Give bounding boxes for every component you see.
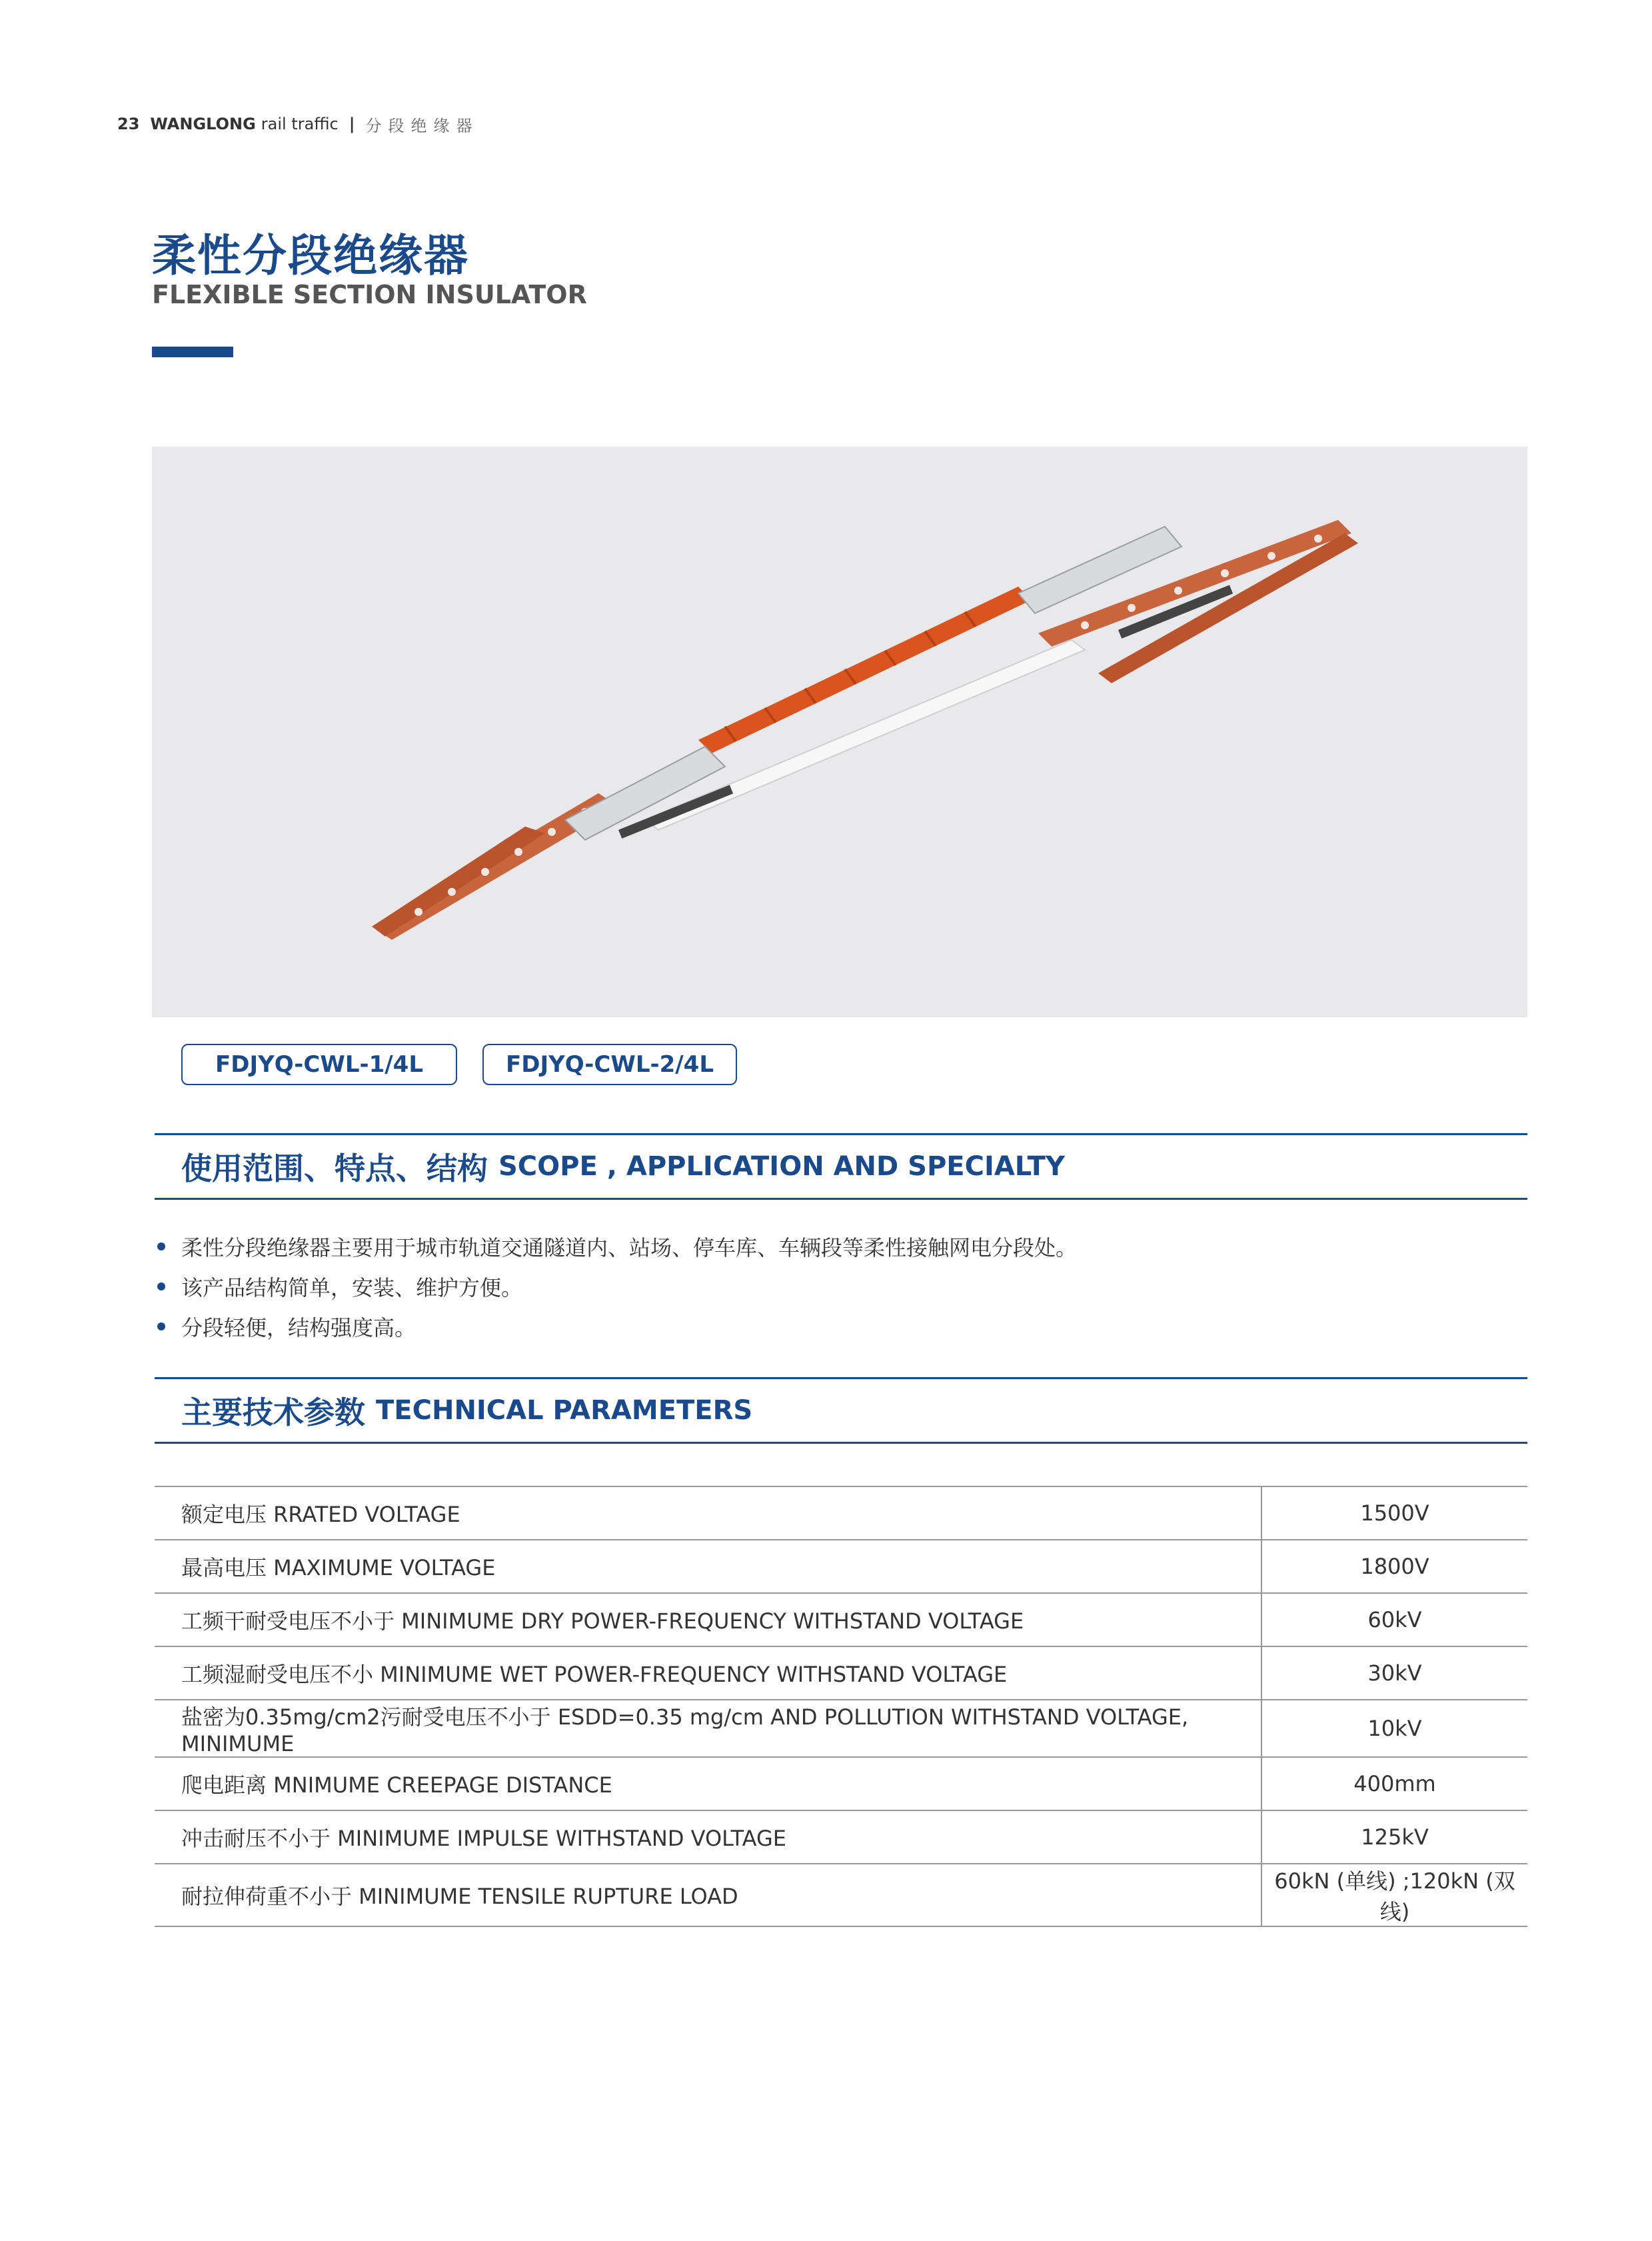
- bullet-icon: [157, 1282, 165, 1290]
- page-number: 23: [117, 115, 140, 133]
- table-row: [155, 1757, 1527, 1810]
- list-item: [157, 1266, 1490, 1306]
- bullet-icon: [157, 1242, 165, 1250]
- param-label: 盐密为0.35mg/cm2污耐受电压不小于 ESDD=0.35 mg/cm AND POLLUTION WITHSTAND VOLTAGE, MINIMUME: [155, 1700, 1261, 1757]
- bullet-text: 该产品结构简单，安装、维护方便。: [181, 1275, 523, 1300]
- scope-heading-en: SCOPE , APPLICATION AND SPECIALTY: [498, 1151, 1065, 1182]
- bullet-text: 柔性分段绝缘器主要用于城市轨道交通隧道内、站场、停车库、车辆段等柔性接触网电分段处。: [181, 1235, 1078, 1260]
- brand-name: WANGLONG: [150, 115, 256, 133]
- scope-heading-cn: 使用范围、特点、结构: [181, 1150, 488, 1186]
- param-label: 工频干耐受电压不小于 MINIMUME DRY POWER-FREQUENCY WITHSTAND VOLTAGE: [155, 1593, 1261, 1646]
- bullet-icon: [157, 1322, 165, 1330]
- table-row: [155, 1646, 1527, 1700]
- bullet-text: 分段轻便，结构强度高。: [181, 1315, 416, 1340]
- table-row: [155, 1700, 1527, 1757]
- brand-tagline: rail traffic: [261, 115, 339, 133]
- model-tag-2: FDJYQ-CWL-2/4L: [482, 1044, 737, 1085]
- param-label: 爬电距离 MNIMUME CREEPAGE DISTANCE: [155, 1757, 1261, 1810]
- scope-bullet-list: [157, 1226, 1490, 1346]
- title-accent-bar: [152, 347, 233, 357]
- table-row: [155, 1810, 1527, 1864]
- table-row: [155, 1540, 1527, 1593]
- param-value: 1500V: [1261, 1486, 1527, 1540]
- table-row: [155, 1486, 1527, 1540]
- table-row: [155, 1864, 1527, 1926]
- param-label: 耐拉伸荷重不小于 MINIMUME TENSILE RUPTURE LOAD: [155, 1864, 1261, 1926]
- params-table: [155, 1486, 1527, 1927]
- page-title: 柔性分段绝缘器: [152, 230, 469, 281]
- list-item: [157, 1306, 1490, 1346]
- params-heading: [155, 1377, 1527, 1444]
- section-insulator-illustration: [152, 447, 1527, 1017]
- param-value: 10kV: [1261, 1700, 1527, 1757]
- param-value: 125kV: [1261, 1810, 1527, 1864]
- param-value: 60kV: [1261, 1593, 1527, 1646]
- running-header: [117, 112, 478, 136]
- table-row: [155, 1593, 1527, 1646]
- header-section-name: 分段绝缘器: [365, 116, 479, 135]
- scope-heading: [155, 1133, 1527, 1200]
- param-value: 30kV: [1261, 1646, 1527, 1700]
- param-value: 400mm: [1261, 1757, 1527, 1810]
- page-subtitle: FLEXIBLE SECTION INSULATOR: [152, 280, 587, 309]
- param-value: 60kN (单线) ;120kN (双线): [1261, 1864, 1527, 1926]
- param-label: 工频湿耐受电压不小 MINIMUME WET POWER-FREQUENCY WITHSTAND VOLTAGE: [155, 1646, 1261, 1700]
- param-label: 最高电压 MAXIMUME VOLTAGE: [155, 1540, 1261, 1593]
- params-heading-cn: 主要技术参数: [181, 1394, 365, 1430]
- product-photo: [152, 447, 1527, 1017]
- param-label: 额定电压 RRATED VOLTAGE: [155, 1486, 1261, 1540]
- list-item: [157, 1226, 1490, 1266]
- param-value: 1800V: [1261, 1540, 1527, 1593]
- params-heading-en: TECHNICAL PARAMETERS: [376, 1395, 753, 1426]
- param-label: 冲击耐压不小于 MINIMUME IMPULSE WITHSTAND VOLTAGE: [155, 1810, 1261, 1864]
- model-tag-1: FDJYQ-CWL-1/4L: [181, 1044, 457, 1085]
- header-separator: |: [349, 115, 355, 133]
